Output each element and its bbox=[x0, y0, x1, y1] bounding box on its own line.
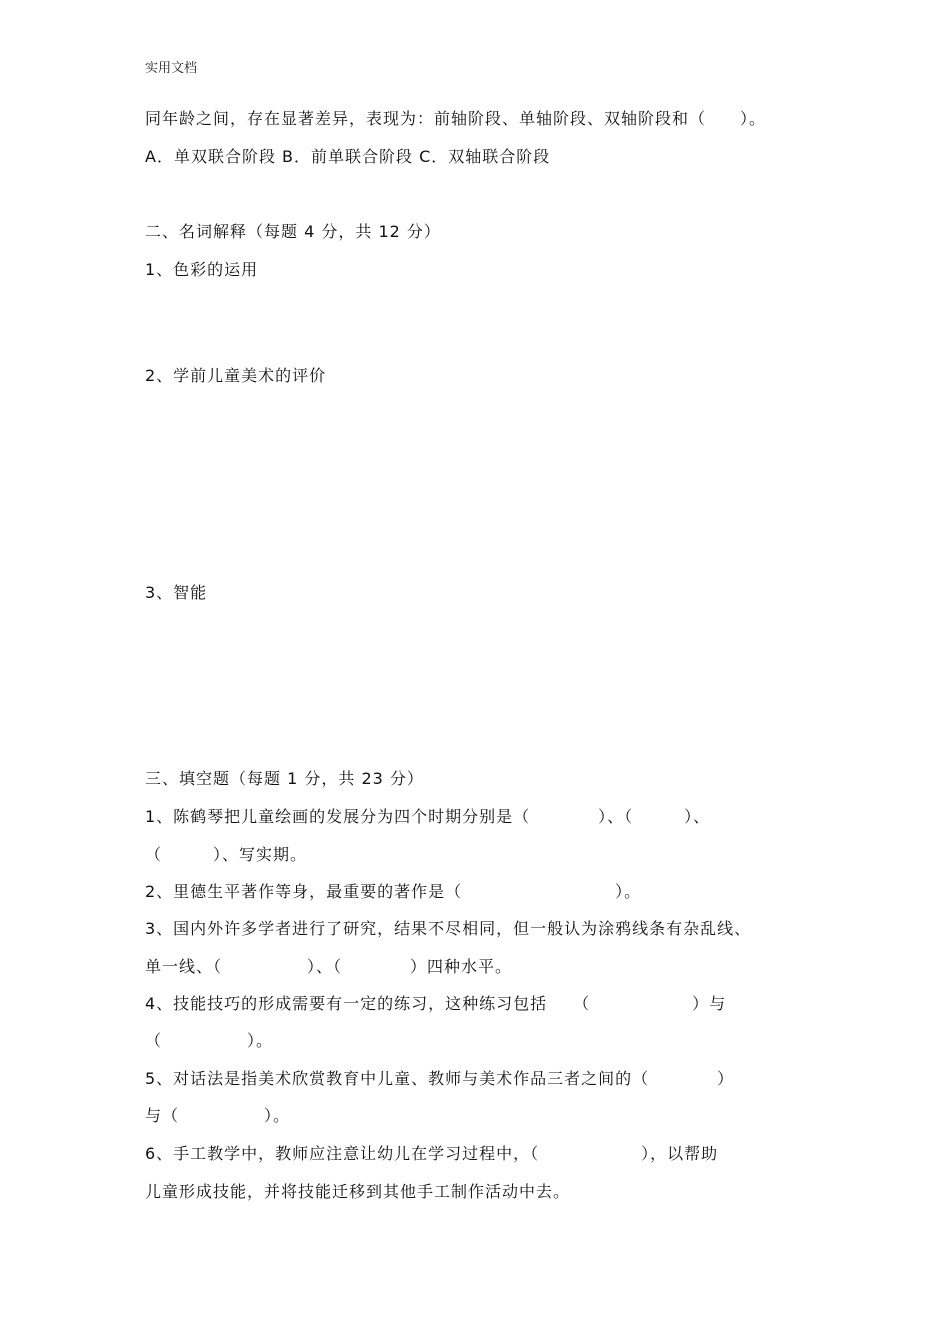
section-title-definitions: 二、名词解释（每题 4 分，共 12 分） bbox=[145, 222, 441, 241]
definition-question-1: 1、色彩的运用 bbox=[145, 260, 259, 279]
fill-question-3-line-1: 3、国内外许多学者进行了研究，结果不尽相同，但一般认为涂鸦线条有杂乱线、 bbox=[145, 919, 752, 938]
fill-question-6-line-2: 儿童形成技能，并将技能迁移到其他手工制作活动中去。 bbox=[145, 1182, 571, 1201]
question-continuation: 同年龄之间，存在显著差异，表现为：前轴阶段、单轴阶段、双轴阶段和（ ）。 bbox=[145, 109, 767, 128]
definition-question-2: 2、学前儿童美术的评价 bbox=[145, 366, 327, 385]
definition-question-3: 3、智能 bbox=[145, 583, 208, 602]
fill-question-3-line-2: 单一线、（ ）、（ ）四种水平。 bbox=[145, 957, 513, 976]
fill-question-2: 2、里德生平著作等身，最重要的著作是（ ）。 bbox=[145, 882, 642, 901]
header-label: 实用文档 bbox=[145, 61, 198, 76]
fill-question-4-line-2: （ ）。 bbox=[145, 1031, 274, 1050]
answer-options: A．单双联合阶段 B．前单联合阶段 C．双轴联合阶段 bbox=[145, 147, 551, 166]
fill-question-1-line-2: （ ）、写实期。 bbox=[145, 845, 308, 864]
fill-question-1-line-1: 1、陈鹤琴把儿童绘画的发展分为四个时期分别是（ ）、（ ）、 bbox=[145, 807, 711, 826]
fill-question-4-line-1: 4、技能技巧的形成需要有一定的练习，这种练习包括 （ ）与 bbox=[145, 994, 727, 1013]
fill-question-5-line-1: 5、对话法是指美术欣赏教育中儿童、教师与美术作品三者之间的（ ） bbox=[145, 1069, 735, 1088]
section-title-fill-in: 三、填空题（每题 1 分，共 23 分） bbox=[145, 769, 424, 788]
fill-question-6-line-1: 6、手工教学中，教师应注意让幼儿在学习过程中，（ ），以帮助 bbox=[145, 1144, 719, 1163]
fill-question-5-line-2: 与（ ）。 bbox=[145, 1106, 291, 1125]
